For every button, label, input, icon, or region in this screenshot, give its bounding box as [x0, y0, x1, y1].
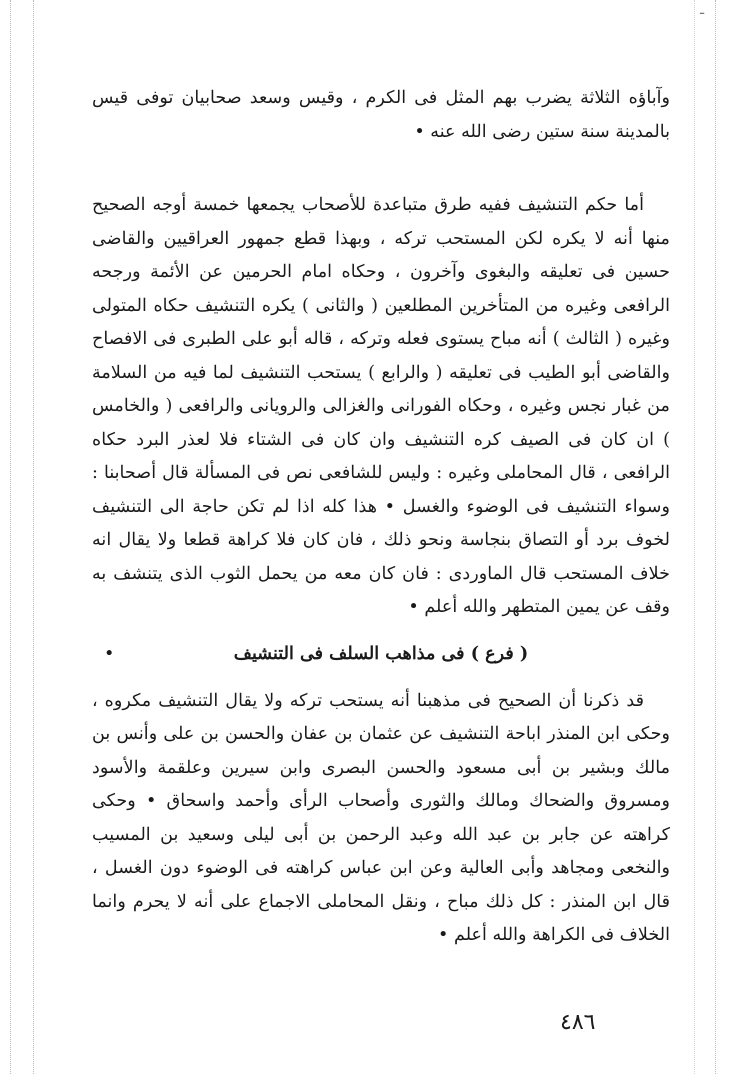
paragraph-salaf-views: قد ذكرنا أن الصحيح فى مذهبنا أنه يستحب تركه ولا يقال التنشيف مكروه ، وحكى ابن المنذر اباحة التنشيف عن عثمان بن عفان والحسن بن على وأنس بن مالك وبشير بن أبى مسعود والحسن البصرى وابن سيرين وعلقمة والأسود ومسروق والضحاك ومالك والثورى وأصحاب الرأى وأحمد واسحاق • وحكى كراهته عن جابر بن عبد الله وعبد الرحمن بن أبى ليلى وسعيد بن المسيب والنخعى ومجاهد وأبى العالية وعن ابن عباس كراهته فى الوضوء دون الغسل ، قال ابن المنذر : كل ذلك مباح ، ونقل المحاملى الاجماع على أنه لا يحرم وانما الخلاف فى الكراهة والله أعلم • — [92, 690, 670, 945]
section-heading-text: ( فرع ) فى مذاهب السلف فى التنشيف — [233, 642, 529, 664]
section-heading — [92, 639, 670, 669]
scan-dotted-line-right — [715, 0, 716, 1074]
page-body — [92, 82, 670, 953]
paragraph-gap — [92, 149, 670, 189]
scan-dotted-line-inner-right — [694, 0, 695, 1074]
scan-dotted-line-left — [10, 0, 11, 1074]
page-number: ٤٨٦ — [560, 1010, 596, 1035]
paragraph-tanshif-ruling: أما حكم التنشيف ففيه طرق متباعدة للأصحاب يجمعها خمسة أوجه الصحيح منها أنه لا يكره لكن المستحب تركه ، وبهذا قطع جمهور العراقيين والقاضى حسين فى تعليقه والبغوى وآخرون ، وحكاه امام الحرمين عن الأئمة ورجحه الرافعى وغيره من المتأخرين المطلعين ( والثانى ) يكره التنشيف حكاه المتولى وغيره ( الثالث ) أنه مباح يستوى فعله وتركه ، قاله أبو على الطبرى فى الافصاح والقاضى أبو الطيب فى تعليقه ( والرابع ) يستحب التنشيف لما فيه من السلامة من غبار نجس وغيره ، وحكاه الفورانى والغزالى والرويانى والرافعى ( والخامس ) ان كان فى الصيف كره التنشيف وان كان فى الشتاء فلا لعذر البرد حكاه الرافعى ، قال المحاملى وغيره : وليس للشافعى نص فى المسألة قال أصحابنا : وسواء التنشيف فى الوضوء والغسل • هذا كله اذا لم تكن حاجة الى التنشيف لخوف برد أو التصاق بنجاسة ونحو ذلك ، فان كان فلا كراهة قطعا ولا يقال انه خلاف المستحب قال الماوردى : فان كان معه من يحمل الثوب الذى يتنشف به وقف عن يمين المتطهر والله أعلم • — [92, 195, 670, 617]
paragraph-opening: وآباؤه الثلاثة يضرب بهم المثل فى الكرم ، وقيس وسعد صحابيان توفى قيس بالمدينة سنة ستين رضى الله عنه • — [92, 88, 670, 142]
scan-dotted-line-inner-left — [33, 0, 34, 1074]
scan-corner-mark: ـ — [700, 2, 705, 18]
heading-dot: • — [104, 643, 115, 664]
heading-gap-top — [92, 625, 670, 639]
heading-gap-bottom — [92, 669, 670, 685]
